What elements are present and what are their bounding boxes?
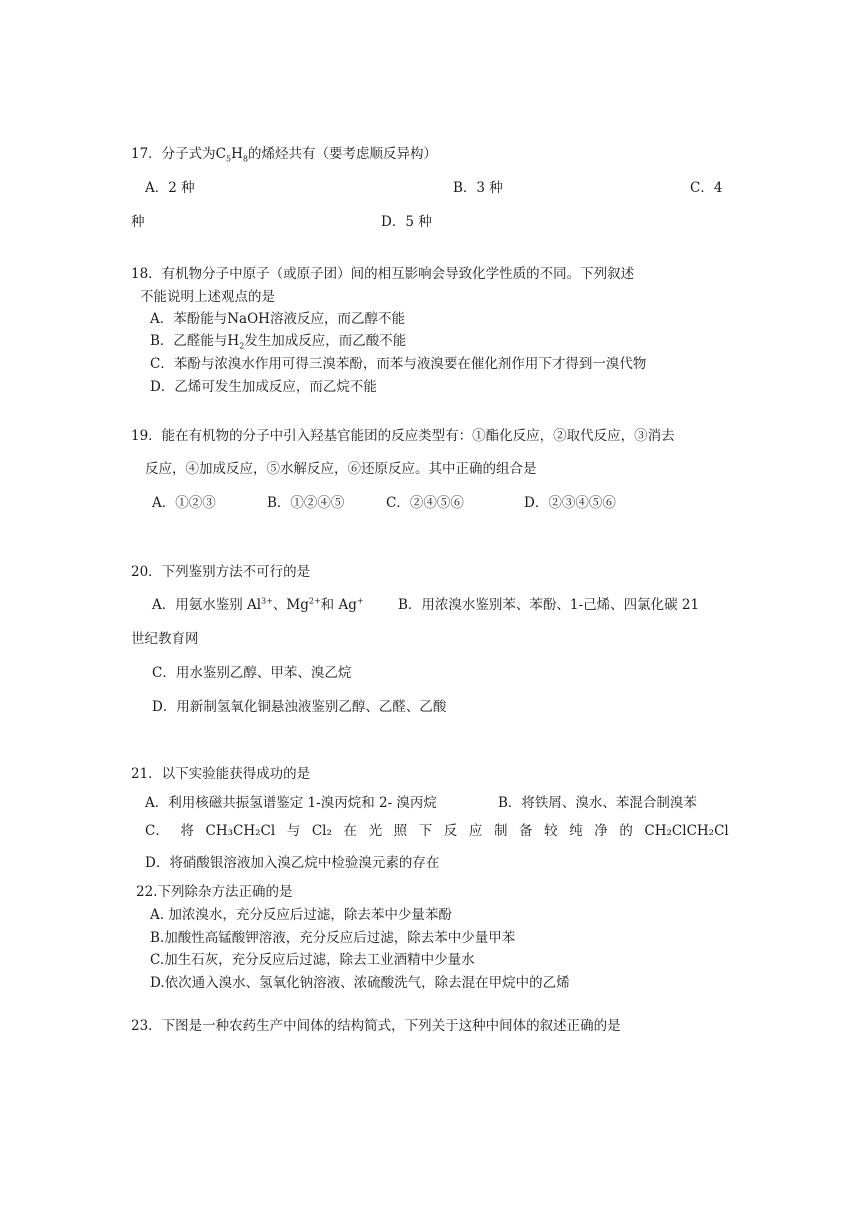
q21-option-c-word: 光 [368,823,383,839]
q19-option-c: C．②④⑤⑥ [386,495,464,511]
q18-stem: 18．有机物分子中原子（或原子团）间的相互影响会导致化学性质的不同。下列叙述 [131,266,635,282]
q20-option-a: A．用氨水鉴别 $Al^{3+}$、$Mg^{2+}$和 Ag+ [152,596,364,613]
q17-option-b: B．3 种 [453,180,503,196]
q21-stem: 21．以下实验能获得成功的是 [131,766,311,782]
q20-option-b-cont: 世纪教育网 [131,631,199,647]
q21-option-c-word: 反 [443,823,458,839]
q21-option-c-word: Cl₂ [311,823,332,839]
q19-option-d: D．②③④⑤⑥ [524,495,616,511]
q21-option-c-word: 应 [468,823,483,839]
q22-option-c: C.加生石灰，充分反应后过滤，除去工业酒精中少量水 [150,952,475,968]
q22-stem: 22.下列除杂方法正确的是 [136,884,293,900]
q19-option-b: B．①②④⑤ [267,495,345,511]
q21-option-c-word: 较 [544,823,558,839]
q21-option-c-word: 净 [594,823,608,839]
q20-option-d: D．用新制氢氧化铜悬浊液鉴别乙醇、乙醛、乙酸 [152,699,447,715]
q17-option-c-cont: 种 [131,214,145,230]
q17-option-c: C．4 [690,180,723,196]
q21-option-c-word: C． [145,823,169,839]
q22-option-a: A. 加浓溴水，充分反应后过滤，除去苯中少量苯酚 [150,907,452,923]
q21-option-c-word: 纯 [569,823,583,839]
q20-stem: 20．下列鉴别方法不可行的是 [131,564,311,580]
q21-option-b: B．将铁屑、溴水、苯混合制溴苯 [498,795,697,811]
q18-option-b: B．乙醛能与$H_2$发生加成反应，而乙酸不能 [150,333,407,351]
q17-option-a: A．2 种 [145,180,195,196]
q18-stem-cont: 不能说明上述观点的是 [140,289,275,305]
q21-option-c-word: 照 [393,823,408,839]
q21-option-c-word: 制 [493,823,508,839]
q19-option-a: A．①②③ [152,495,216,511]
q21-option-c-word: CH₃CH₂Cl [205,823,276,839]
q21-option-c-word: 在 [343,823,357,839]
q21-option-c-word: 下 [418,823,433,839]
q20-option-c: C．用水鉴别乙醇、甲苯、溴乙烷 [152,665,352,681]
q21-option-c-word: 与 [286,823,301,839]
q19-stem-cont: 反应，④加成反应，⑤水解反应，⑥还原反应。其中正确的组合是 [145,461,537,477]
q20-option-b: B．用浓溴水鉴别苯、苯酚、1-己烯、四氯化碳 21 [398,597,700,613]
q19-stem: 19．能在有机物的分子中引入羟基官能团的反应类型有：①酯化反应，②取代反应，③消去 [131,428,675,444]
q17-option-d: D．5 种 [381,214,432,230]
q21-option-c-word: 将 [180,823,194,839]
q22-option-b: B.加酸性高锰酸钾溶液，充分反应后过滤，除去苯中少量甲苯 [150,930,516,946]
q21-option-c-word: CH₂ClCH₂Cl [644,823,729,839]
q21-option-c-word: 备 [519,823,533,839]
q21-option-a: A．利用核磁共振氢谱鉴定 1-溴丙烷和 2- 溴丙烷 [145,795,437,811]
q18-option-c: C．苯酚与浓溴水作用可得三溴苯酚，而苯与液溴要在催化剂作用下才得到一溴代物 [150,356,647,372]
q22-option-d: D.依次通入溴水、氢氧化钠溶液、浓硫酸洗气，除去混在甲烷中的乙烯 [150,975,570,991]
q17-stem: 17．分子式为$C_5H_8$的烯烃共有（要考虑顺反异构） [131,146,437,164]
q21-option-c [145,825,729,839]
q21-option-c-word: 的 [619,823,633,839]
q23-stem: 23．下图是一种农药生产中间体的结构简式，下列关于这种中间体的叙述正确的是 [131,1018,621,1034]
q18-option-a: A．苯酚能与NaOH溶液反应，而乙醇不能 [150,311,405,327]
q18-option-d: D．乙烯可发生加成反应，而乙烷不能 [150,379,377,395]
q21-option-d: D．将硝酸银溶液加入溴乙烷中检验溴元素的存在 [145,855,440,871]
